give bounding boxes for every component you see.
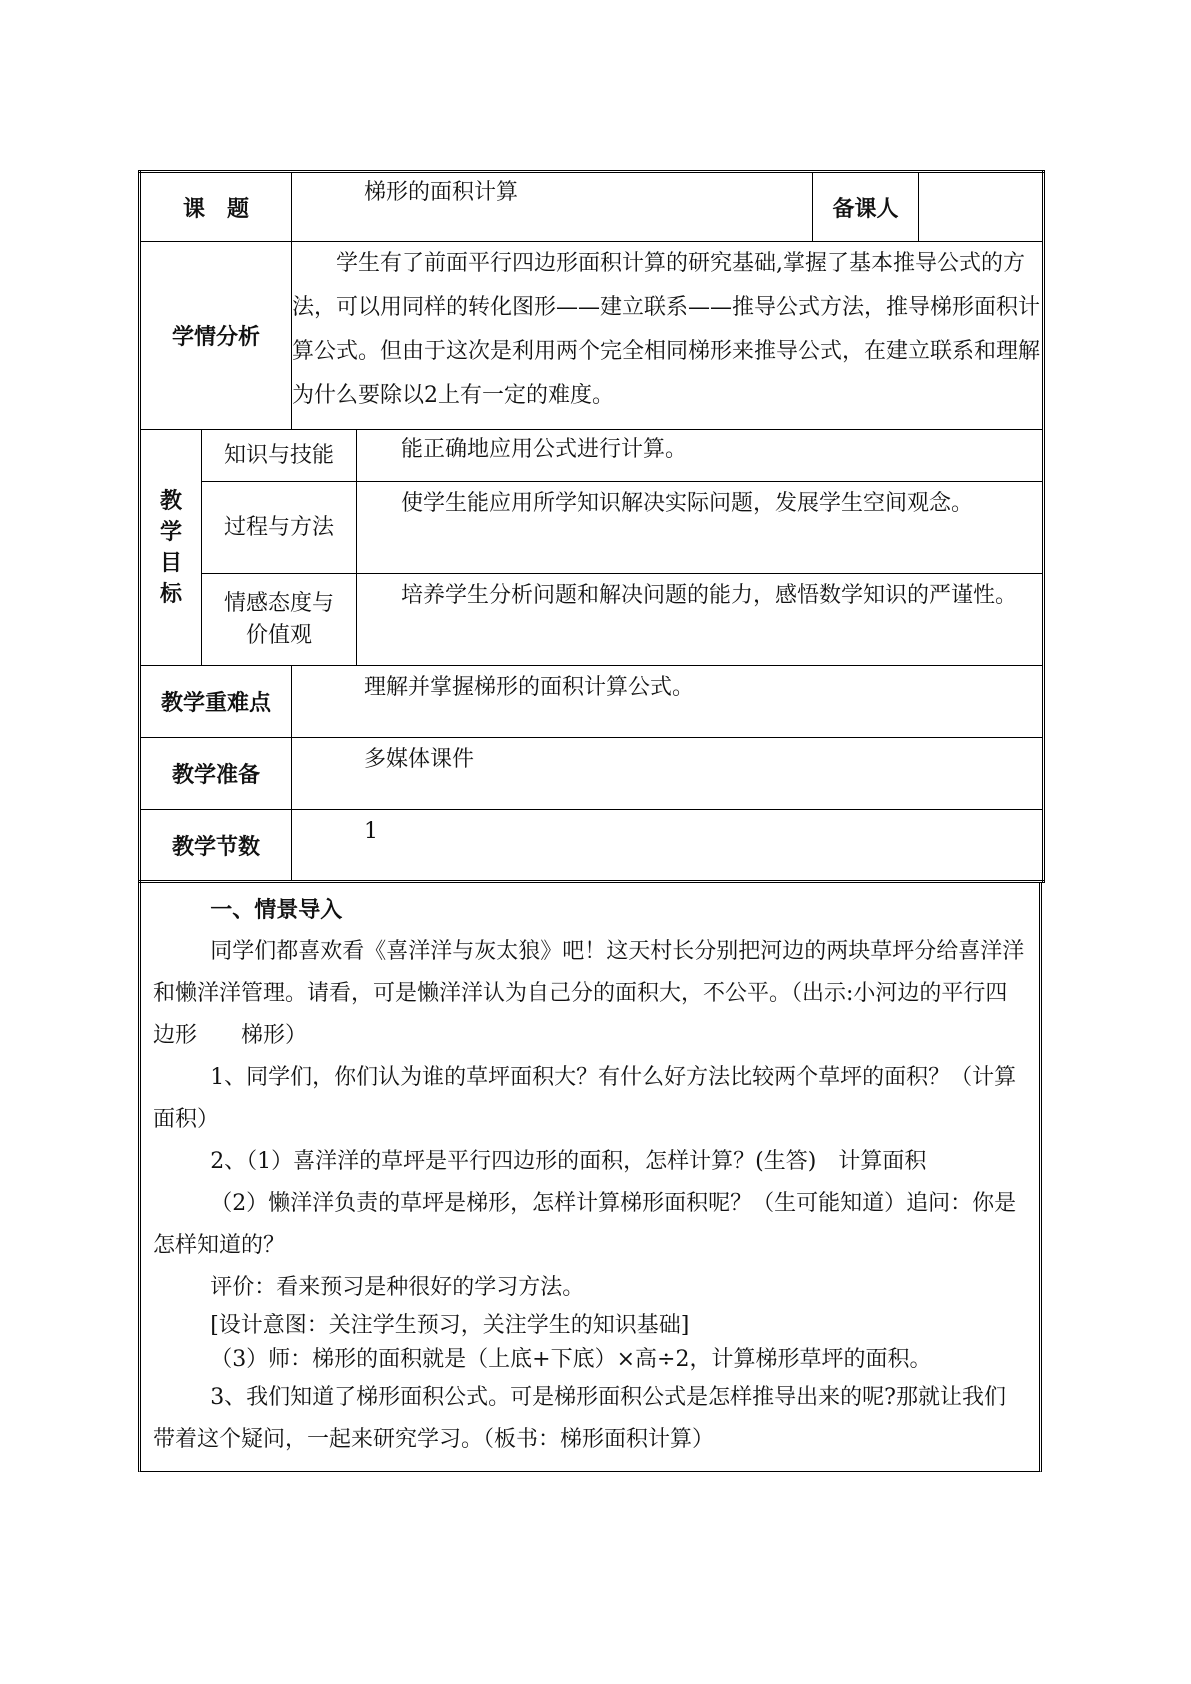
topic-label: 课 题 — [140, 172, 292, 242]
goal-text-process: 使学生能应用所学知识解决实际问题，发展学生空间观念。 — [357, 482, 1044, 574]
body-paragraph: （2）懒洋洋负责的草坪是梯形，怎样计算梯形面积呢？（生可能知道）追问：你是怎样知道的？ — [153, 1191, 1017, 1258]
lesson-body — [138, 883, 1042, 1472]
lesson-plan-table — [138, 170, 1045, 883]
body-paragraph: 3、我们知道了梯形面积公式。可是梯形面积公式是怎样推导出来的呢?那就让我们带着这个疑问，一起来研究学习。（板书：梯形面积计算） — [153, 1385, 1006, 1452]
topic-value: 梯形的面积计算 — [292, 172, 813, 242]
goal-text-knowledge: 能正确地应用公式进行计算。 — [357, 430, 1044, 482]
preparer-label: 备课人 — [813, 172, 919, 242]
body-paragraph: 2、（1）喜洋洋的草坪是平行四边形的面积，怎样计算？(生答) 计算面积 — [210, 1149, 927, 1174]
body-paragraph: 1、同学们，你们认为谁的草坪面积大？有什么好方法比较两个草坪的面积？（计算面积） — [153, 1065, 1017, 1132]
lesson-plan-sheet — [138, 170, 1042, 1472]
periods-row — [140, 810, 1044, 882]
goal-label-knowledge: 知识与技能 — [202, 430, 357, 482]
body-paragraph: [设计意图：关注学生预习，关注学生的知识基础] — [210, 1313, 690, 1338]
topic-row — [140, 172, 1044, 242]
preparation-row — [140, 738, 1044, 810]
analysis-row — [140, 242, 1044, 430]
body-paragraph: 同学们都喜欢看《喜洋洋与灰太狼》吧！这天村长分别把河边的两块草坪分给喜洋洋和懒洋洋管理。请看，可是懒洋洋认为自己分的面积大，不公平。（出示:小河边的平行四边形 梯形） — [153, 939, 1025, 1048]
key-points-row — [140, 666, 1044, 738]
analysis-label: 学情分析 — [140, 242, 292, 430]
goals-label: 教 学 目 标 — [140, 430, 202, 666]
key-points-label: 教学重难点 — [140, 666, 292, 738]
body-paragraph: 评价：看来预习是种很好的学习方法。 — [210, 1275, 585, 1300]
preparation-text: 多媒体课件 — [292, 738, 1044, 810]
goal-row-attitude — [140, 574, 1044, 666]
goal-row-knowledge — [140, 430, 1044, 482]
goal-label-attitude: 情感态度与 价值观 — [202, 574, 357, 666]
section-heading: 一、情景导入 — [210, 898, 343, 923]
analysis-text: 学生有了前面平行四边形面积计算的研究基础,掌握了基本推导公式的方法，可以用同样的转化图形——建立联系——推导公式方法，推导梯形面积计算公式。但由于这次是利用两个完全相同梯形来推导公式，在建立联系和理解为什么要除以2上有一定的难度。 — [292, 242, 1044, 430]
goal-text-attitude: 培养学生分析问题和解决问题的能力，感悟数学知识的严谨性。 — [357, 574, 1044, 666]
goal-row-process — [140, 482, 1044, 574]
goal-label-process: 过程与方法 — [202, 482, 357, 574]
preparer-value — [919, 172, 1044, 242]
periods-label: 教学节数 — [140, 810, 292, 882]
periods-text: 1 — [292, 810, 1044, 882]
preparation-label: 教学准备 — [140, 738, 292, 810]
key-points-text: 理解并掌握梯形的面积计算公式。 — [292, 666, 1044, 738]
body-paragraph: （3）师：梯形的面积就是（上底+下底）×高÷2，计算梯形草坪的面积。 — [210, 1347, 932, 1372]
